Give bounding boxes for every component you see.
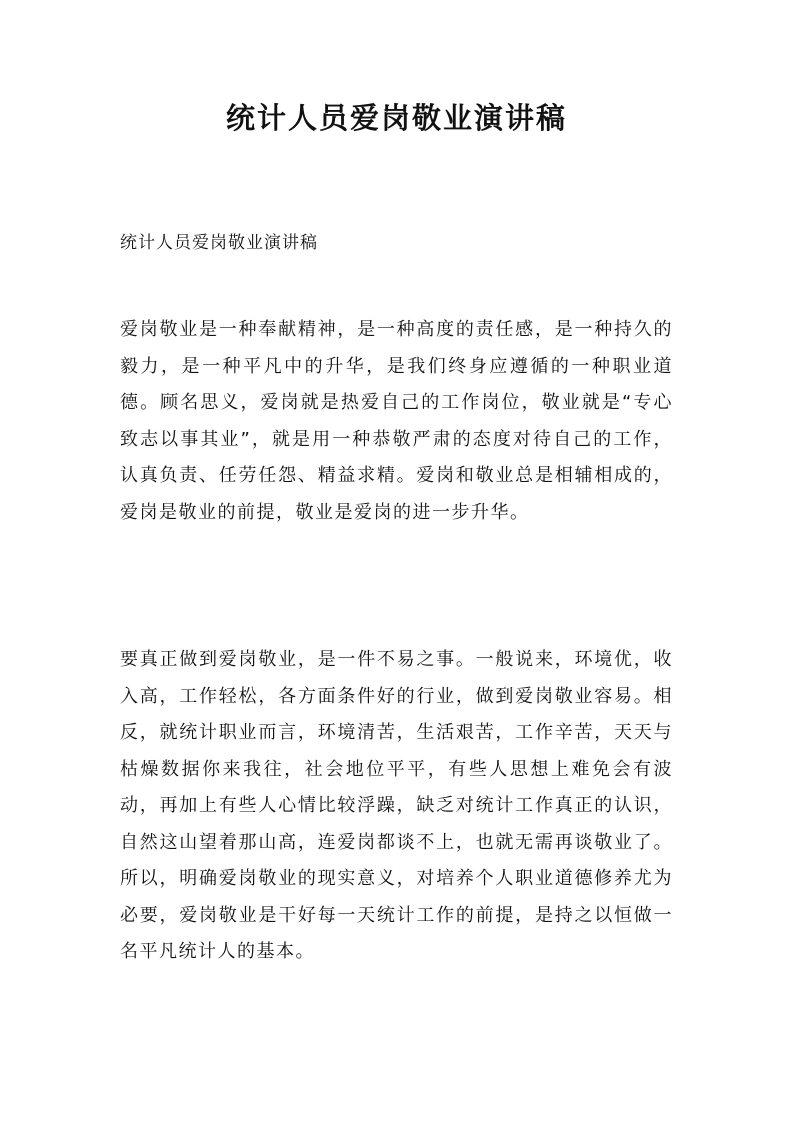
paragraph-1: 爱岗敬业是一种奉献精神，是一种高度的责任感，是一种持久的毅力，是一种平凡中的升华，是我们终身应遵循的一种职业道德。顾名思义，爱岗就是热爱自己的工作岗位，敬业就是“专心致志以事其业”，就是用一种恭敬严肃的态度对待自己的工作，认真负责、任劳任怨、精益求精。爱岗和敬业总是相辅相成的，爱岗是敬业的前提，敬业是爱岗的进一步升华。 [120,319,673,523]
paragraph-2: 要真正做到爱岗敬业，是一件不易之事。一般说来，环境优，收入高，工作轻松，各方面条件好的行业，做到爱岗敬业容易。相反，就统计职业而言，环境清苦，生活艰苦，工作辛苦，天天与枯燥数据你来我往，社会地位平平，有些人思想上难免会有波动，再加上有些人心情比较浮躁，缺乏对统计工作真正的认识，自然这山望着那山高，连爱岗都谈不上，也就无需再谈敬业了。所以，明确爱岗敬业的现实意义，对培养个人职业道德修养尤为必要，爱岗敬业是干好每一天统计工作的前提，是持之以恒做一名平凡统计人的基本。 [120,649,673,962]
page-title: 统计人员爱岗敬业演讲稿 [225,101,567,135]
document-subtitle: 统计人员爱岗敬业演讲稿 [120,233,318,253]
